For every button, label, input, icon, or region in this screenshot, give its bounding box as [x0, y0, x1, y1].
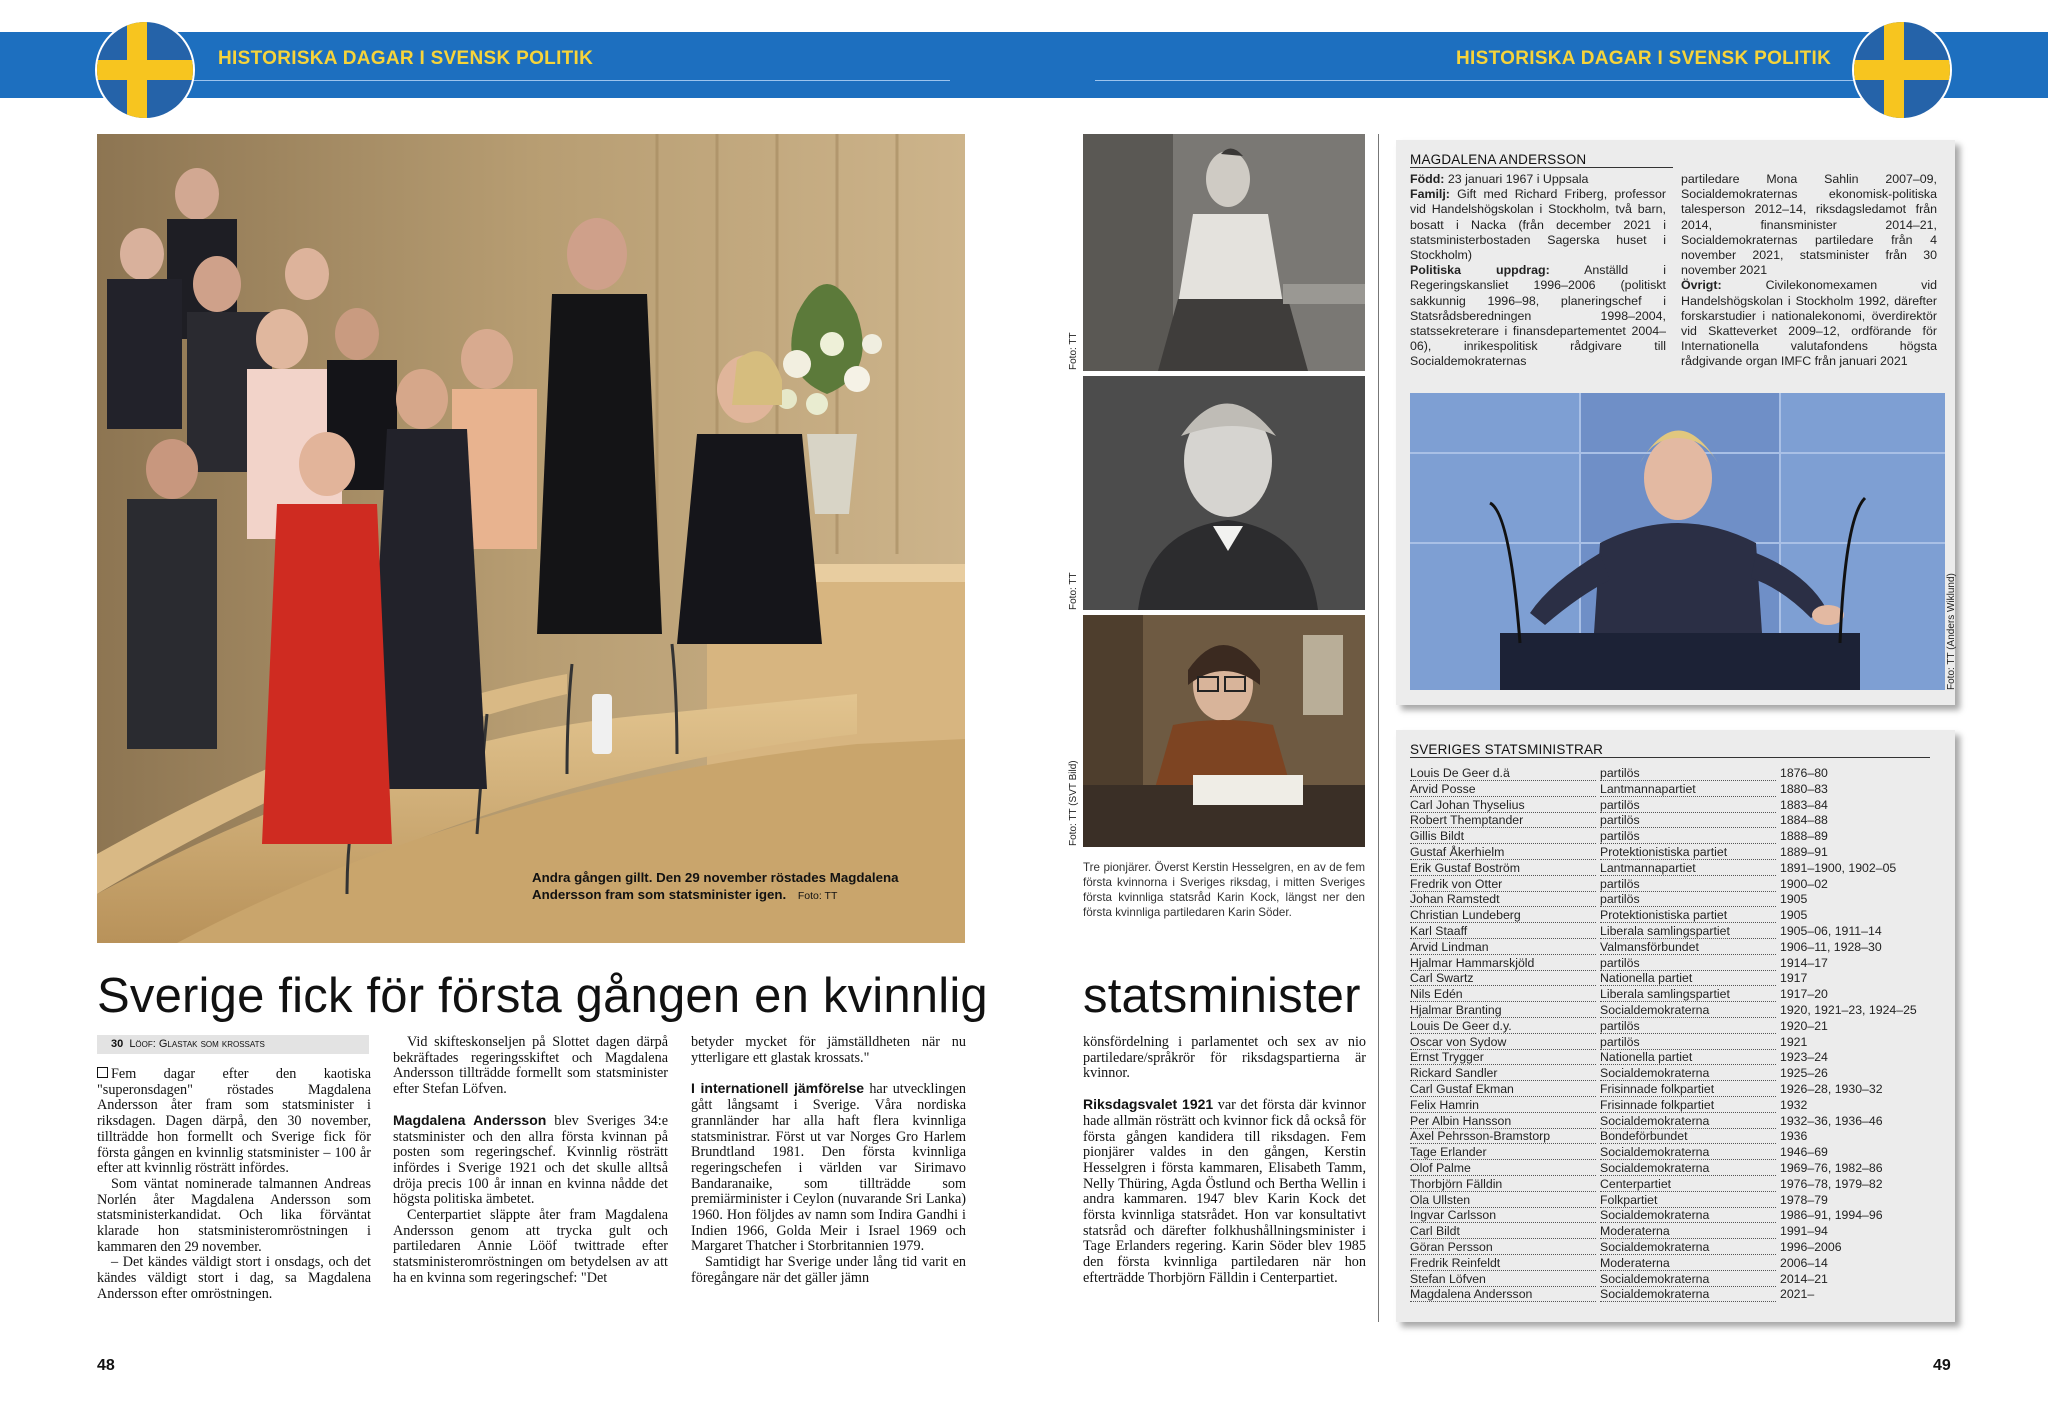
factbox-bio-left: [1410, 172, 1666, 370]
pm-list-row: [1410, 1035, 1940, 1051]
page-number-right: 49: [1933, 1357, 1951, 1374]
pm-years: 1969–76, 1982–86: [1780, 1161, 1883, 1175]
pm-party: Bondeförbundet: [1600, 1129, 1776, 1144]
photo-illustration: [1083, 134, 1365, 371]
pm-name: Robert Themptander: [1410, 813, 1596, 828]
pm-list-row: [1410, 1114, 1940, 1130]
article-paragraph: var det första där kvinnor hade allmän rösträtt och kvinnor fick då också för första gången kandidera till riksdagen. Fem pionjärer valdes in den gången, Kerstin Hesselgren i första kammaren, Elisabeth Tamm, Nelly Thüring, Agda Östlund och Bertha Wellin i andra kammaren. 1947 blev Karin Kock det första kvinnliga statsrådet. Hon var konsultativt statsråd och därefter folkhushållningsminister i Tage Erlanders regering. Karin Söder blev 1985 den första kvinnliga partiledaren när hon efterträdde Thorbjörn Fälldin i Centerpartiet.: [1083, 1097, 1366, 1286]
pm-list-row: [1410, 1019, 1940, 1035]
bio-value: Civilekonomexamen vid Handelshögskolan i Stockholm 1992, därefter forskarstudier i nationalekonomi, överdirektör vid Skatteverket 2009–12, ordförande för Internationella valutafondens högsta rådgivande organ IMFC från januari 2021: [1681, 278, 1937, 369]
crossref-text: Löof: Glastak som krossats: [129, 1038, 265, 1050]
pm-name: Thorbjörn Fälldin: [1410, 1177, 1596, 1192]
pm-years: 1932: [1780, 1097, 1808, 1112]
pm-list-row: [1410, 1177, 1940, 1193]
pm-name: Gillis Bildt: [1410, 829, 1596, 844]
article-paragraph: Samtidigt har Sverige under lång tid varit en föregångare när det gäller jämn: [691, 1254, 966, 1286]
pm-list-row: [1410, 1193, 1940, 1209]
pm-name: Arvid Posse: [1410, 782, 1596, 797]
photo-karin-kock: [1083, 376, 1365, 610]
pm-party: Liberala samlingspartiet: [1600, 924, 1776, 939]
pm-years: 1888–89: [1780, 829, 1828, 844]
pm-name: Olof Palme: [1410, 1161, 1596, 1176]
pm-years: 1991–94: [1780, 1224, 1828, 1239]
pm-list-row: [1410, 1256, 1940, 1272]
pm-party: Nationella partiet: [1600, 971, 1776, 986]
pm-name: Louis De Geer d.ä: [1410, 766, 1596, 781]
pm-name: Karl Staaff: [1410, 924, 1596, 939]
factbox-bio-right: [1681, 172, 1937, 370]
header-title-left: HISTORISKA DAGAR I SVENSK POLITIK: [218, 48, 594, 69]
article-column-4: [1083, 1035, 1366, 1287]
pm-name: Ingvar Carlsson: [1410, 1208, 1596, 1223]
article-paragraph: Som väntat nominerade talmannen Andreas Norlén åter Magdalena Andersson som statsministerkandidat. Och lika förväntat klarade hon statsministeromröstningen i kammaren den 29 november.: [97, 1175, 371, 1255]
pm-list-row: [1410, 845, 1940, 861]
pm-name: Felix Hamrin: [1410, 1098, 1596, 1113]
pm-list-row: [1410, 798, 1940, 814]
pm-years: 1926–28, 1930–32: [1780, 1082, 1883, 1096]
photo-illustration: [1083, 615, 1365, 847]
pm-list-box: [1396, 730, 1955, 1322]
article-paragraph: betyder mycket för jämställdheten när nu ytterligare ett glastak krossats.": [691, 1034, 966, 1066]
pm-name: Ola Ullsten: [1410, 1193, 1596, 1208]
article-lead-in: Magdalena Andersson: [393, 1111, 547, 1128]
pm-list-row: [1410, 877, 1940, 893]
crossref-number: 30: [111, 1038, 124, 1050]
swedish-flag-icon: [97, 22, 193, 118]
pm-list-row: [1410, 1050, 1940, 1066]
pm-party: partilös: [1600, 877, 1776, 892]
pm-name: Axel Pehrsson-Bramstorp: [1410, 1129, 1596, 1144]
article-paragraph: har utvecklingen gått långsamt i Sverige. Våra nordiska grannländer har alla haft flera kvinnliga statsministrar. Först ut var Norges Gro Harlem Brundtland 1981. Den första kvinnliga regeringschefen i världen var Sirimavo Bandaranaike, som tillträdde som premiärminister i Ceylon (nuvarande Sri Lanka) 1960. Hon följdes av namn som Indira Gandhi i Indien 1966, Golda Meir i Israel 1969 och Margaret Thatcher i Storbritannien 1979.: [691, 1081, 966, 1255]
pm-list-row: [1410, 987, 1940, 1003]
pm-years: 1978–79: [1780, 1192, 1828, 1207]
pm-years: 1891–1900, 1902–05: [1780, 860, 1897, 875]
photo-illustration: [1083, 376, 1365, 610]
article-column-2: [393, 1035, 668, 1287]
pm-party: Nationella partiet: [1600, 1050, 1776, 1065]
pm-years: 1917–20: [1780, 987, 1828, 1002]
pm-party: Liberala samlingspartiet: [1600, 987, 1776, 1002]
pm-party: partilös: [1600, 892, 1776, 907]
pm-years: 1884–88: [1780, 813, 1828, 828]
pm-years: 1925–26: [1780, 1066, 1828, 1081]
article-paragraph: blev Sveriges 34:e statsminister och den allra första kvinnan på posten som regeringschef. Kvinnlig rösträtt infördes i Sverige 1921 och det skulle alltså dröja precis 100 år innan en kvinna nådde det högsta politiska ämbetet.: [393, 1112, 668, 1208]
article-column-3: [691, 1035, 966, 1287]
pm-party: Lantmannapartiet: [1600, 782, 1776, 797]
pm-years: 1880–83: [1780, 781, 1828, 796]
pm-list: [1410, 766, 1940, 1316]
main-photo-illustration: [97, 134, 965, 943]
main-photo-credit: Foto: TT: [797, 890, 838, 902]
article-paragraph: könsfördelning i parlamentet och sex av nio partiledare/språkrör för riksdagspartierna är kvinnor.: [1083, 1034, 1366, 1082]
pm-party: Socialdemokraterna: [1600, 1287, 1776, 1302]
pm-name: Carl Bildt: [1410, 1224, 1596, 1239]
pm-party: partilös: [1600, 829, 1776, 844]
pm-years: 1905: [1780, 892, 1808, 907]
pm-list-row: [1410, 1287, 1940, 1303]
swedish-flag-icon: [1854, 22, 1950, 118]
pm-list-row: [1410, 1129, 1940, 1145]
main-photo-caption-text: Andra gången gillt. Den 29 november röstades Magdalena Andersson fram som statsminister igen.: [532, 870, 899, 902]
factbox-heading: MAGDALENA ANDERSSON: [1410, 152, 1673, 168]
bio-label: Politiska uppdrag:: [1410, 263, 1550, 278]
pm-name: Louis De Geer d.y.: [1410, 1019, 1596, 1034]
pm-years: 1905: [1780, 908, 1808, 923]
pm-years: 1905–06, 1911–14: [1780, 924, 1882, 938]
pm-list-row: [1410, 1082, 1940, 1098]
pm-party: Socialdemokraterna: [1600, 1003, 1776, 1018]
main-photo-caption: [532, 869, 957, 939]
pm-list-row: [1410, 861, 1940, 877]
column-divider: [1378, 134, 1379, 1322]
main-photo-parliament: [97, 134, 965, 943]
pm-list-row: [1410, 940, 1940, 956]
pm-name: Erik Gustaf Boström: [1410, 861, 1596, 876]
pm-years: 1876–80: [1780, 766, 1828, 780]
article-column-1: [97, 1067, 371, 1303]
pioneers-caption: Tre pionjärer. Överst Kerstin Hesselgren, en av de fem första kvinnorna i Sveriges riksdag, i mitten Sveriges första kvinnliga statsråd Karin Kock, längst ner den första kvinnliga partiledaren Karin Söder.: [1083, 861, 1365, 919]
pm-list-row: [1410, 956, 1940, 972]
bio-value: Anställd i Regeringskansliet 1996–2006 (politiskt sakkunnig 1996–98, planeringschef i Statsrådsberedningen 1998–2004, statssekreterare i finansdepartementet 2004–06), inrikespolitisk rådgivare till Socialdemokraternas: [1410, 263, 1667, 369]
pm-party: Socialdemokraterna: [1600, 1114, 1776, 1129]
pm-party: Moderaterna: [1600, 1224, 1776, 1239]
page-number-left: 48: [97, 1357, 115, 1374]
pm-name: Nils Edén: [1410, 987, 1596, 1002]
pm-party: partilös: [1600, 813, 1776, 828]
article-paragraph: Centerpartiet släppte åter fram Magdalena Andersson genom att trycka gult och partiledaren Annie Lööf twittrade efter statsministeromröstningen om betydelsen av att ha en kvinna som regeringschef: "Det: [393, 1207, 668, 1286]
pm-party: Socialdemokraterna: [1600, 1161, 1776, 1176]
pm-list-row: [1410, 813, 1940, 829]
pm-list-row: [1410, 782, 1940, 798]
pm-list-row: [1410, 892, 1940, 908]
pm-name: Fredrik von Otter: [1410, 877, 1596, 892]
pm-party: Frisinnade folkpartiet: [1600, 1098, 1776, 1113]
bio-label: Född:: [1410, 172, 1445, 186]
pm-party: Moderaterna: [1600, 1256, 1776, 1271]
bio-value: 23 januari 1967 i Uppsala: [1447, 172, 1589, 186]
photo-karin-soder: [1083, 615, 1365, 847]
pm-years: 1921: [1780, 1034, 1808, 1049]
pm-list-row: [1410, 829, 1940, 845]
pm-name: Arvid Lindman: [1410, 940, 1596, 955]
pm-years: 1976–78, 1979–82: [1780, 1176, 1883, 1191]
pm-years: 2021–: [1780, 1287, 1815, 1302]
pm-years: 2014–21: [1780, 1271, 1828, 1286]
pm-name: Oscar von Sydow: [1410, 1035, 1596, 1050]
header-rule-left: [190, 80, 950, 81]
pm-party: partilös: [1600, 766, 1776, 781]
photo-credit: Foto: TT (Anders Wiklund): [1946, 573, 1957, 690]
photo-illustration: [1410, 393, 1945, 690]
pm-party: Socialdemokraterna: [1600, 1208, 1776, 1223]
pm-list-row: [1410, 1224, 1940, 1240]
pm-name: Hjalmar Hammarskjöld: [1410, 956, 1596, 971]
pm-party: Folkpartiet: [1600, 1193, 1776, 1208]
factbox-magdalena: [1396, 140, 1955, 705]
bio-value: Gift med Richard Friberg, professor vid Handelshögskolan i Stockholm, två barn, bosatt i Nacka (från december 2021 i statsministerbostaden Sagerska huset i Stockholm): [1410, 187, 1667, 263]
article-paragraph: Fem dagar efter den kaotiska "superonsdagen" röstades Magdalena Andersson åter fram som statsminister i riksdagen. Dagen därpå, den 30 november, tillträdde hon formellt och Sverige fick för första gången en kvinnlig statsminister – 100 år efter att kvinnlig rösträtt infördes.: [97, 1066, 371, 1177]
pm-party: partilös: [1600, 1019, 1776, 1034]
pm-list-row: [1410, 1161, 1940, 1177]
photo-kerstin-hesselgren: [1083, 134, 1365, 371]
pm-name: Fredrik Reinfeldt: [1410, 1256, 1596, 1271]
pm-name: Carl Johan Thyselius: [1410, 798, 1596, 813]
pm-party: partilös: [1600, 798, 1776, 813]
pm-years: 1920, 1921–23, 1924–25: [1780, 1003, 1917, 1017]
pm-party: Socialdemokraterna: [1600, 1240, 1776, 1255]
pm-list-row: [1410, 908, 1940, 924]
headline-part1: Sverige fick för första gången en kvinnlig: [97, 969, 988, 1023]
pm-name: Johan Ramstedt: [1410, 892, 1596, 907]
pm-list-row: [1410, 1003, 1940, 1019]
article-paragraph: – Det kändes väldigt stort i onsdags, och det kändes väldigt stort i dag, sa Magdalena Andersson efter omröstningen.: [97, 1254, 371, 1302]
article-lead-in: I internationell jämförelse: [691, 1080, 865, 1097]
pm-party: Socialdemokraterna: [1600, 1272, 1776, 1287]
photo-credit: Foto: TT: [1068, 332, 1079, 370]
bio-label: Familj:: [1410, 187, 1450, 202]
pm-party: Protektionistiska partiet: [1600, 845, 1776, 860]
pm-years: 2006–14: [1780, 1255, 1828, 1270]
photo-magdalena-andersson: [1410, 393, 1945, 690]
bio-label: Övrigt:: [1681, 278, 1722, 293]
photo-credit: Foto: TT (SVT Bild): [1068, 760, 1079, 846]
photo-credit: Foto: TT: [1068, 572, 1079, 610]
pm-list-row: [1410, 1272, 1940, 1288]
pm-party: partilös: [1600, 1035, 1776, 1050]
pm-years: 1936: [1780, 1129, 1808, 1144]
pm-years: 1946–69: [1780, 1145, 1828, 1160]
square-bullet-icon: [97, 1067, 108, 1078]
pm-list-row: [1410, 1240, 1940, 1256]
pm-name: Magdalena Andersson: [1410, 1287, 1596, 1302]
pm-list-row: [1410, 1145, 1940, 1161]
pm-party: Socialdemokraterna: [1600, 1066, 1776, 1081]
pm-years: 1906–11, 1928–30: [1780, 939, 1882, 954]
pm-name: Christian Lundeberg: [1410, 908, 1596, 923]
pm-name: Hjalmar Branting: [1410, 1003, 1596, 1018]
pm-name: Ernst Trygger: [1410, 1050, 1596, 1065]
crossref-bar: [97, 1035, 369, 1054]
pm-name: Rickard Sandler: [1410, 1066, 1596, 1081]
pm-years: 1923–24: [1780, 1050, 1828, 1065]
pm-list-row: [1410, 924, 1940, 940]
header-title-right: HISTORISKA DAGAR I SVENSK POLITIK: [1456, 48, 1832, 69]
pm-years: 1920–21: [1780, 1018, 1828, 1033]
pm-name: Stefan Löfven: [1410, 1272, 1596, 1287]
pm-list-heading: SVERIGES STATSMINISTRAR: [1410, 742, 1930, 758]
headline-part2: statsminister: [1083, 969, 1361, 1023]
pm-list-row: [1410, 766, 1940, 782]
pm-party: Lantmannapartiet: [1600, 861, 1776, 876]
pm-years: 1996–2006: [1780, 1240, 1842, 1254]
pm-name: Carl Gustaf Ekman: [1410, 1082, 1596, 1097]
article-paragraph: Vid skifteskonseljen på Slottet dagen därpå bekräftades regeringsskiftet och Magdalena Andersson tillträdde formellt som statsminister efter Stefan Löfven.: [393, 1034, 668, 1098]
pm-years: 1883–84: [1780, 797, 1828, 812]
pm-party: Protektionistiska partiet: [1600, 908, 1776, 923]
pm-years: 1889–91: [1780, 845, 1828, 859]
pm-name: Gustaf Åkerhielm: [1410, 845, 1596, 860]
pm-list-row: [1410, 971, 1940, 987]
article-lead-in: Riksdagsvalet 1921: [1083, 1096, 1214, 1113]
pm-party: Valmansförbundet: [1600, 940, 1776, 955]
pm-years: 1914–17: [1780, 955, 1828, 970]
header-rule-right: [1095, 80, 1860, 81]
pm-name: Carl Swartz: [1410, 971, 1596, 986]
pm-party: partilös: [1600, 956, 1776, 971]
pm-years: 1917: [1780, 971, 1808, 986]
pm-name: Tage Erlander: [1410, 1145, 1596, 1160]
pm-party: Centerpartiet: [1600, 1177, 1776, 1192]
pm-party: Frisinnade folkpartiet: [1600, 1082, 1776, 1097]
pm-name: Per Albin Hansson: [1410, 1114, 1596, 1129]
pm-years: 1932–36, 1936–46: [1780, 1113, 1883, 1128]
pm-name: Göran Persson: [1410, 1240, 1596, 1255]
pm-list-row: [1410, 1066, 1940, 1082]
bio-value: partiledare Mona Sahlin 2007–09, Socialdemokraternas ekonomisk-politiska talesperson 2012–14, riksdagsledamot från 2014, finansminister 2014–21, Socialdemokraternas partiledare från 4 november 2021, statsminister från 30 november 2021: [1681, 172, 1937, 278]
pm-party: Socialdemokraterna: [1600, 1145, 1776, 1160]
pm-list-row: [1410, 1098, 1940, 1114]
pm-list-row: [1410, 1208, 1940, 1224]
pm-years: 1900–02: [1780, 876, 1828, 891]
pm-years: 1986–91, 1994–96: [1780, 1208, 1883, 1223]
